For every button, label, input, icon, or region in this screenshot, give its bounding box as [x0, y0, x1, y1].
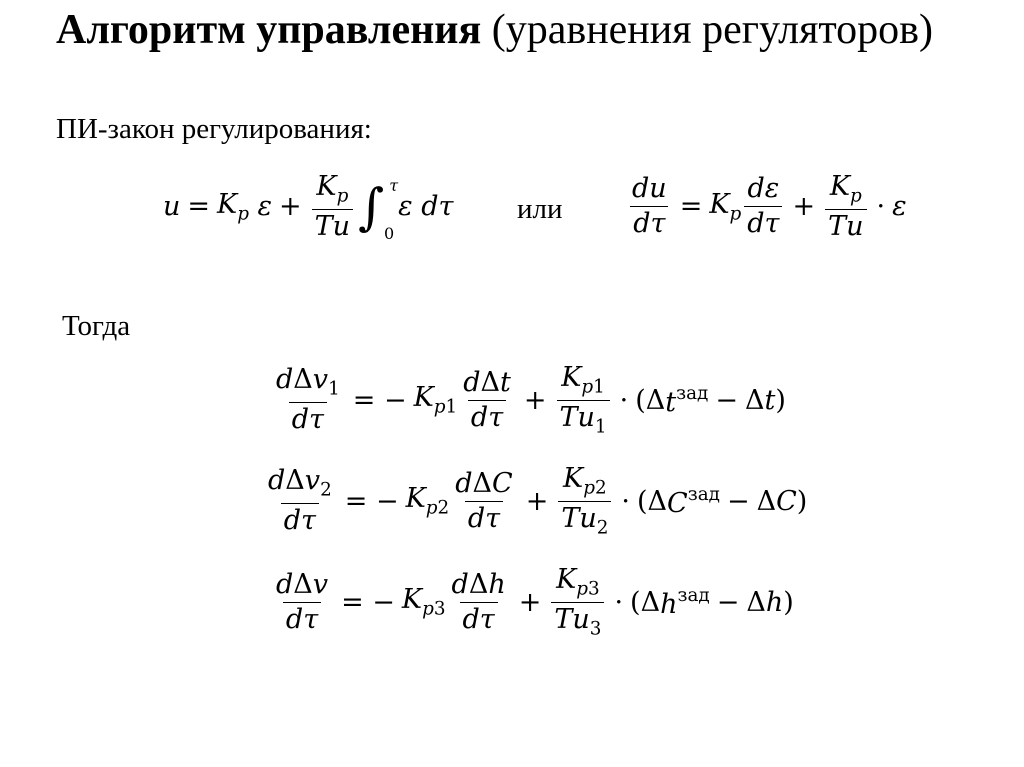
regulator-equation-3: $\frac{\text{dΔv}}{d\tau}$ = − $K_{p3}$ $\frac{\text{dΔh}}{d\tau}$ + $\frac{K_{p3}}{Tu_3}$ · (Δ $h^{зад}$ − Δ h ) [276, 564, 794, 640]
pi-law-differential-equation: $\frac{du}{d\tau}$ = $K_p$ $\frac{d\varepsilon}{d\tau}$ + $\frac{K_p}{Tu}$ · ε [632, 171, 907, 242]
or-word: или [517, 193, 563, 225]
zad-superscript: зад [677, 584, 710, 606]
slide-title [56, 6, 933, 54]
regulator-equation-2: $\frac{d\Delta v_2}{d\tau}$ = − $K_{p2}$ $\frac{\text{dΔC}}{d\tau}$ + $\frac{K_{p2}}{Tu_2}$ · (Δ $C^{зад}$ − Δ C ) [268, 463, 808, 539]
zad-superscript: зад [676, 382, 709, 404]
regulator-equation-1: $\frac{d\Delta v_1}{d\tau}$ = − $K_{p1}$ $\frac{\text{dΔt}}{d\tau}$ + $\frac{K_{p1}}{Tu_1}$ · (Δ $t^{зад}$ − Δ t ) [276, 362, 786, 438]
title-bold: Алгоритм управления [56, 7, 482, 53]
pi-law-label: ПИ-закон регулирования: [56, 113, 372, 145]
pi-law-integral-equation: u = $K_p$ ε + $\frac{K_p}{Tu}$ ∫ τ 0 ε dτ [163, 171, 454, 243]
zad-superscript: зад [687, 483, 720, 505]
then-label: Тогда [62, 310, 131, 342]
title-rest: (уравнения регуляторов) [491, 7, 934, 53]
